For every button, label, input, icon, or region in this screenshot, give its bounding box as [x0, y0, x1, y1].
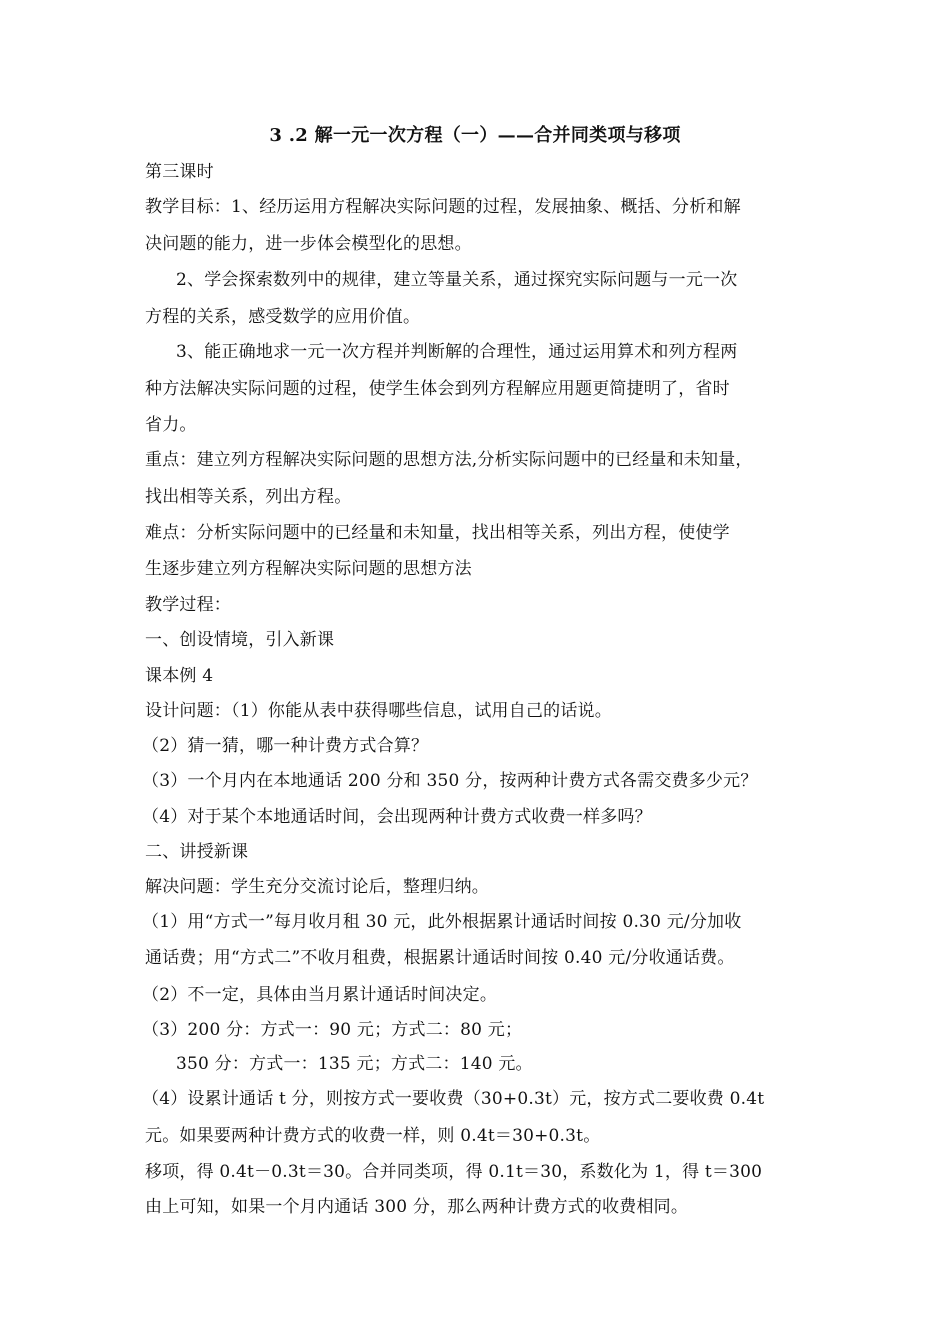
body-line: 设计问题：（1）你能从表中获得哪些信息，试用自己的话说。 — [145, 701, 612, 721]
section-heading: 一、创设情境，引入新课 — [145, 630, 335, 650]
body-line: （4）对于某个本地通话时间，会出现两种计费方式收费一样多吗？ — [142, 807, 652, 827]
objective-line: 决问题的能力，进一步体会模型化的思想。 — [145, 234, 472, 254]
body-line: 通话费；用“方式二”不收月租费，根据累计通话时间按 0.40 元/分收通话费。 — [145, 948, 735, 968]
body-line: （1）用“方式一”每月收月租 30 元，此外根据累计通话时间按 0.30 元/分加收 — [142, 912, 742, 932]
body-line: （2）不一定，具体由当月累计通话时间决定。 — [142, 985, 498, 1005]
objective-line: 方程的关系，感受数学的应用价值。 — [145, 307, 421, 327]
document-title: 3 .2 解一元一次方程（一）——合并同类项与移项 — [269, 125, 681, 146]
key-point-line: 找出相等关系，列出方程。 — [145, 487, 352, 507]
body-line: （3）一个月内在本地通话 200 分和 350 分，按两种计费方式各需交费多少元？ — [142, 771, 758, 791]
body-line: （4）设累计通话 t 分，则按方式一要收费（30+0.3t）元，按方式二要收费 0.4t — [142, 1089, 765, 1109]
body-line: （2）猜一猜，哪一种计费方式合算？ — [142, 736, 429, 756]
body-line: 元。如果要两种计费方式的收费一样，则 0.4t＝30+0.3t。 — [145, 1126, 601, 1146]
lesson-period: 第三课时 — [145, 162, 214, 182]
objective-line: 3、能正确地求一元一次方程并判断解的合理性，通过运用算术和列方程两 — [176, 342, 738, 362]
objective-line: 省力。 — [145, 415, 197, 435]
objective-line: 种方法解决实际问题的过程，使学生体会到列方程解应用题更简捷明了，省时 — [145, 379, 730, 399]
objective-line: 2、学会探索数列中的规律，建立等量关系，通过探究实际问题与一元一次 — [176, 270, 738, 290]
body-line: 移项，得 0.4t－0.3t＝30。合并同类项，得 0.1t＝30，系数化为 1，得 t＝300 — [145, 1162, 763, 1182]
difficulty-line: 生逐步建立列方程解决实际问题的思想方法 — [145, 559, 472, 579]
section-heading: 教学过程： — [145, 595, 231, 615]
difficulty-line: 难点：分析实际问题中的已经量和未知量，找出相等关系，列出方程，使使学 — [145, 523, 730, 543]
body-line: （3）200 分：方式一：90 元；方式二：80 元； — [142, 1020, 523, 1040]
section-heading: 二、讲授新课 — [145, 842, 249, 862]
body-line: 由上可知，如果一个月内通话 300 分，那么两种计费方式的收费相同。 — [145, 1197, 689, 1217]
objective-line: 教学目标：1、经历运用方程解决实际问题的过程，发展抽象、概括、分析和解 — [145, 197, 741, 217]
key-point-line: 重点：建立列方程解决实际问题的思想方法,分析实际问题中的已经量和未知量， — [145, 450, 753, 470]
body-line: 350 分：方式一：135 元；方式二：140 元。 — [176, 1054, 533, 1074]
body-line: 解决问题：学生充分交流讨论后，整理归纳。 — [145, 877, 489, 897]
body-line: 课本例 4 — [145, 666, 214, 686]
